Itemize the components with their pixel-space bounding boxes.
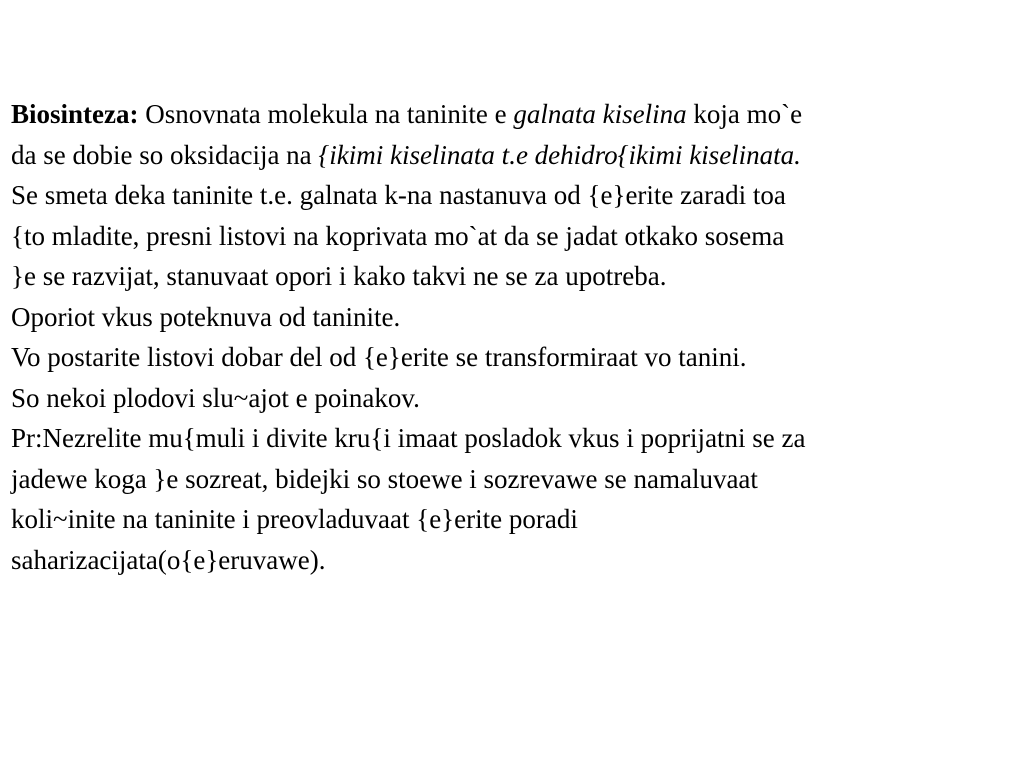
text-run: da se dobie so oksidacija na [11,139,319,170]
text-line-1 [11,94,1021,135]
text-line-4: {to mladite, presni listovi na koprivata mo`at da se jadat otkako sosema [11,220,785,251]
italic-term-shikimi-kiselinata: {ikimi kiselinata t.e dehidro{ikimi kiselinata. [318,139,801,170]
text-line-5: }e se razvijat, stanuvaat opori i kako takvi ne se za upotreba. [11,261,667,291]
text-line-example-4: saharizacijata(o{e}eruvawe). [11,544,326,575]
text-line-2 [11,135,1021,176]
text-line-example-2: jadewe koga }e sozreat, bidejki so stoewe i sozrevawe se namaluvaat [11,463,758,494]
text-line-example-3: koli~inite na taninite i preovladuvaat {e}erite poradi [11,504,578,534]
slide-body-text [11,94,1021,580]
text-line-3: Se smeta deka taninite t.e. galnata k-na nastanuva od {e}erite zaradi toa [11,180,786,210]
text-run: koja mo`e [686,99,803,129]
paragraph-opor-vkus: Oporiot vkus poteknuva od taninite. [11,301,401,332]
text-run: Osnovnata molekula na taninite e [138,99,514,129]
paragraph-postari-listovi: Vo postarite listovi dobar del od {e}erite se transformiraat vo tanini. [11,342,747,372]
heading-biosinteza: Biosinteza: [11,99,139,129]
paragraph-plodovi: So nekoi plodovi slu~ajot e poinakov. [11,382,420,413]
text-line-example-1: Pr:Nezrelite mu{muli i divite kru{i imaat posladok vkus i poprijatni se za [11,423,806,453]
italic-term-galnata-kiselina: galnata kiselina [513,99,687,129]
